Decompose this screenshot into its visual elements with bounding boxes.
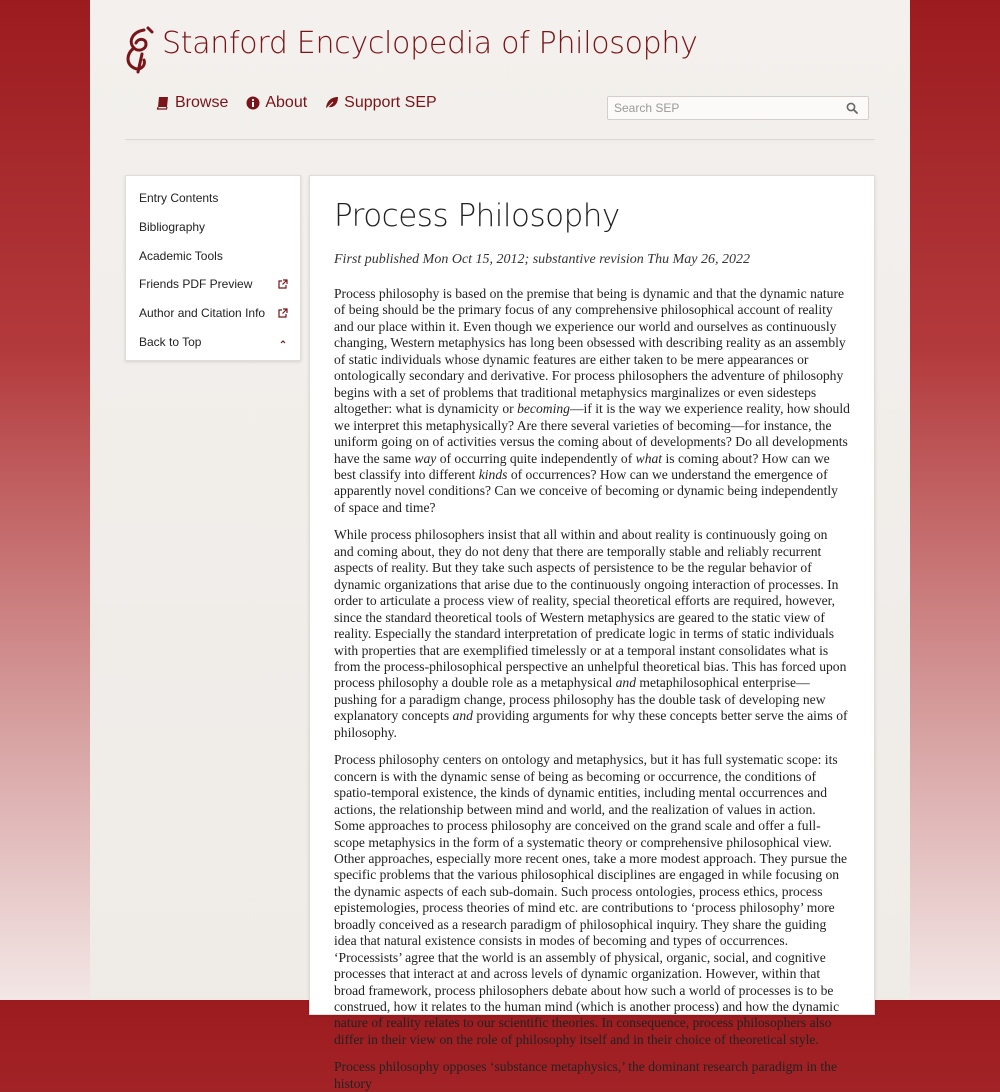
nav-browse-label: Browse <box>175 94 229 111</box>
book-icon <box>156 96 170 110</box>
search-icon[interactable] <box>846 102 858 114</box>
emphasis: and <box>615 675 637 691</box>
main-nav <box>156 94 437 112</box>
external-link-icon <box>278 279 288 289</box>
paragraph-3: Process philosophy centers on ontology and metaphysics, but it has full systematic scope: its concern is with the dynamic sense of being as becoming or occurrence, the conditions of spatio-temporal existence, the kinds of dynamic entities, including mental occurrences and actions, the relationship between mind and world, and the realization of values in action. Some approaches to process philosophy are conceived on the grand scale and offer a full-scope metaphysics in the form of a systematic theory or comprehensive philosophical view. Other approaches, especially more recent ones, take a more modest approach. They pursue the specific problems that the various philosophical disciplines are engaged in while focusing on the dynamic aspects of each sub-domain. Such process ontologies, process ethics, process epistemologies, process theories of mind etc. are contributions to ‘process philosophy’ more broadly conceived as a research paradigm of philosophical inquiry. They share the guiding idea that natural existence consists in modes of becoming and types of occurrences. ‘Processists’ agree that the world is an assembly of physical, organic, social, and cognitive processes that interact at and across levels of dynamic organization. However, within that broad framework, process philosophers debate about how such a world of processes is to be construed, how it relates to the human mind (which is another process) and how the dynamic nature of reality relates to our scientific theories. In consequence, process philosophers also differ in their view on the role of philosophy itself and in their choice of theoretical style. <box>334 752 848 1047</box>
emphasis: and <box>452 708 473 724</box>
text-span: —if it is the way we experience reality, how should we interpret this metaphysically? Are there several varieties of becoming—for instance, the uniform going on of activities versus the coming about of developments? Do all developments have the same <box>334 401 850 466</box>
sidebar-item-academic-tools[interactable] <box>126 242 300 271</box>
sidebar-item-label: Entry Contents <box>139 191 219 205</box>
page-title: Process Philosophy <box>334 198 620 234</box>
paragraph-1 <box>334 286 850 516</box>
page-container <box>90 0 910 1091</box>
sidebar-item-back-to-top[interactable] <box>126 328 300 357</box>
text-span: of occurring quite independently of <box>436 450 636 466</box>
sidebar-item-entry-contents[interactable] <box>126 184 300 213</box>
sidebar-item-label: Author and Citation Info <box>139 306 266 321</box>
paragraph-4: Process philosophy opposes ‘substance metaphysics,’ the dominant research paradigm in the history <box>334 1059 837 1091</box>
leaf-icon <box>325 96 339 110</box>
paragraph-2 <box>334 527 850 741</box>
sidebar-item-label: Back to Top <box>139 334 202 349</box>
chevron-up-icon <box>278 337 288 347</box>
sidebar-item-label: Friends PDF Preview <box>139 277 253 292</box>
sidebar-item-friends-pdf-preview[interactable] <box>126 270 300 299</box>
sep-logo-icon[interactable] <box>122 26 156 74</box>
sidebar-item-label: Academic Tools <box>139 248 223 263</box>
nav-support-label: Support SEP <box>344 94 437 111</box>
nav-about-label: About <box>265 94 308 111</box>
search-box <box>607 96 869 120</box>
sidebar-item-label: Bibliography <box>139 219 206 234</box>
site-header <box>90 0 910 140</box>
nav-browse[interactable] <box>156 94 228 112</box>
publication-info: First published Mon Oct 15, 2012; substantive revision Thu May 26, 2022 <box>334 252 750 267</box>
text-span: metaphilosophical enterprise—pushing for a paradigm change, process philosophy has the double task of developing new explanatory concepts <box>334 675 826 724</box>
text-span: of occurrences? How can we understand the emergence of apparently novel conditions? Can we conceive of becoming or dynamic being independently of space and time? <box>334 466 838 515</box>
external-link-icon <box>278 308 288 318</box>
text-span: Process philosophy is based on the premise that being is dynamic and that the dynamic nature of being should be the primary focus of any comprehensive philosophical account of reality and our place within it. Even though we experience our world and ourselves as continuously changing, Western metaphysics has long been obsessed with describing reality as an assembly of static individuals whose dynamic features are either taken to be mere appearances or ontologically secondary and derivative. For process philosophers the adventure of philosophy begins with a set of problems that traditional metaphysics marginalizes or even sidesteps altogether: what is dynamicity or <box>334 286 846 417</box>
text-span: providing arguments for why these concepts better serve the aims of philosophy. <box>334 708 848 740</box>
text-span: While process philosophers insist that all within and about reality is continuously going on and coming about, they do not deny that there are temporally stable and reliably recurrent aspects of reality. But they take such aspects of persistence to be the regular behavior of dynamic organizations that arise due to the continuously ongoing interaction of processes. In order to articulate a process view of reality, special theoretical efforts are required, however, since the standard theoretical tools of Western metaphysics are geared to the static view of reality. Especially the standard interpretation of predicate logic in terms of static individuals with properties that are exemplified timelessly or at a temporal instant consolidates what is from the process-philosophical perspective an unhelpful theoretical bias. This has forced upon process philosophy a double role as a metaphysical <box>334 527 847 691</box>
site-title[interactable]: Stanford Encyclopedia of Philosophy <box>162 26 698 61</box>
emphasis: kinds <box>478 466 508 482</box>
emphasis: way <box>414 450 437 466</box>
nav-support[interactable] <box>325 94 437 112</box>
emphasis: what <box>635 450 663 466</box>
sidebar-nav <box>125 175 301 361</box>
emphasis: becoming <box>517 401 570 417</box>
info-circle-icon <box>246 96 260 110</box>
text-span: is coming about? How can we best classify into different <box>334 450 830 482</box>
header-divider <box>125 139 875 140</box>
nav-about[interactable] <box>246 94 307 112</box>
article-content <box>309 175 875 1091</box>
search-input[interactable] <box>608 98 840 118</box>
sidebar-item-author-citation-info[interactable] <box>126 299 300 328</box>
sidebar-item-bibliography[interactable] <box>126 213 300 242</box>
